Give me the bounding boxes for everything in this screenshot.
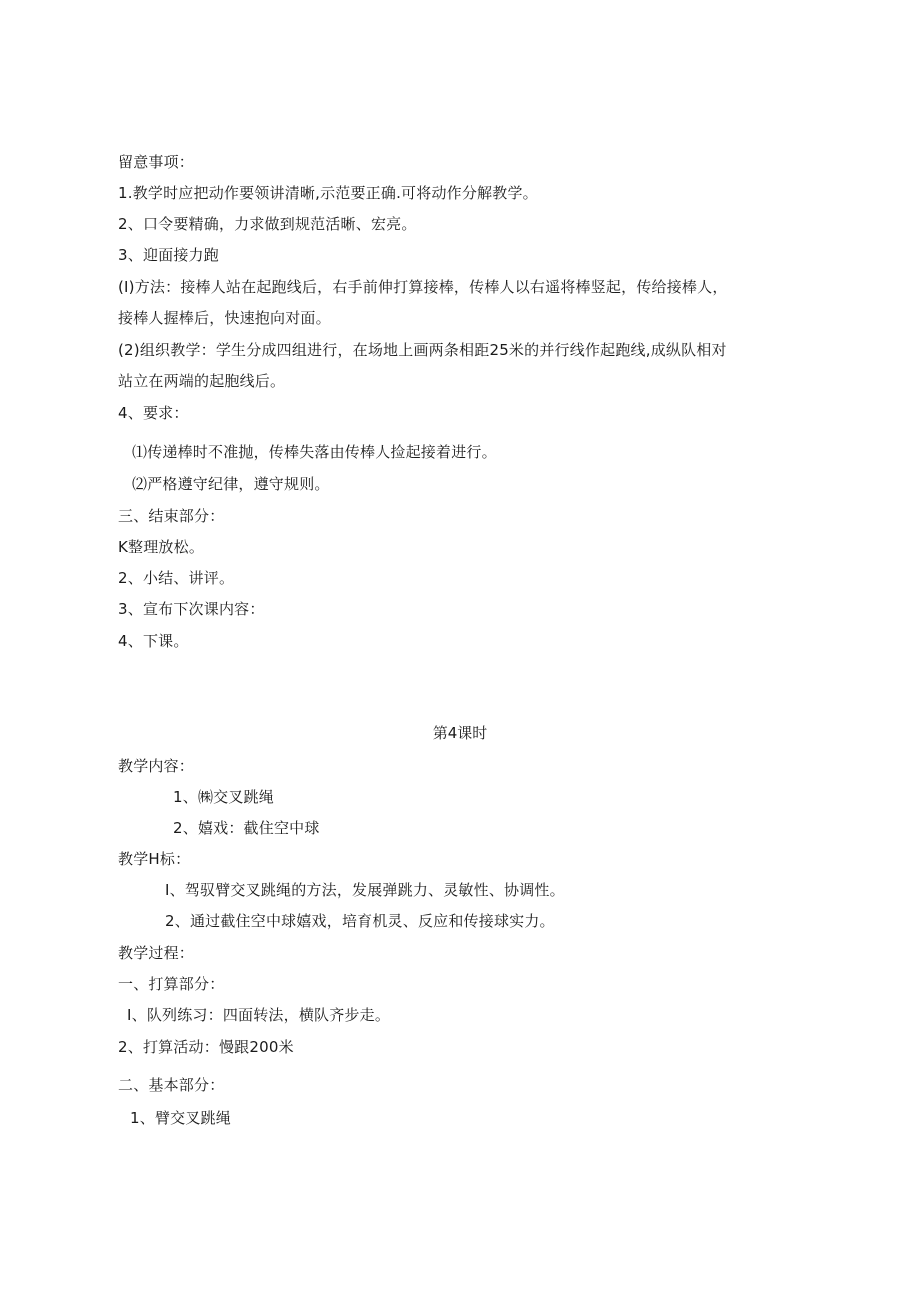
goal-item-2: 2、通过截住空中球嬉戏，培育机灵、反应和传接球实力。 xyxy=(165,912,555,930)
ending-item-3: 3、宣布下次课内容： xyxy=(118,600,265,618)
prep-item-2: 2、打算活动：慢跟200米 xyxy=(118,1038,294,1056)
goal-item-1: I、驾驭臂交叉跳绳的方法，发展弹跳力、灵敏性、协调性。 xyxy=(165,881,565,899)
organization-line-2: 站立在两端的起胞线后。 xyxy=(118,372,286,390)
content-item-1: 1、㈱交叉跳绳 xyxy=(173,788,274,806)
content-item-2: 2、嬉戏：截住空中球 xyxy=(173,819,320,837)
method-line-1: (I)方法：接棒人站在起跑线后，右手前伸打算接棒，传棒人以右遥将棒竖起，传给接棒人， xyxy=(118,278,728,296)
ending-item-1: K整理放松。 xyxy=(118,538,205,556)
note-item-2: 2、口令要精确，力求做到规范活晰、宏亮。 xyxy=(118,215,417,233)
process-heading: 教学过程： xyxy=(118,944,195,962)
organization-line-1: (2)组织教学：学生分成四组进行，在场地上画两条相距25米的并行线作起跑线,成纵队相对 xyxy=(118,341,727,359)
requirement-2: ⑵严格遵守纪律，遵守规则。 xyxy=(132,475,330,493)
prep-item-1: I、队列练习：四面转法，横队齐步走。 xyxy=(127,1006,391,1024)
prep-heading: 一、打算部分： xyxy=(118,975,225,993)
note-item-4: 4、要求： xyxy=(118,404,189,422)
note-item-3: 3、迎面接力跑 xyxy=(118,246,219,264)
basic-item-1: 1、臂交叉跳绳 xyxy=(130,1109,231,1127)
method-line-2: 接棒人握棒后，快速抱向对面。 xyxy=(118,309,331,327)
goal-heading: 教学H标： xyxy=(118,850,191,868)
notes-heading: 留意事项： xyxy=(118,153,195,171)
content-heading: 教学内容： xyxy=(118,757,195,775)
lesson-title: 第4课时 xyxy=(432,724,488,742)
note-item-1: 1.教学时应把动作要领讲清晰,示范要正确.可将动作分解教学。 xyxy=(118,184,538,202)
ending-item-4: 4、下课。 xyxy=(118,632,189,650)
basic-heading: 二、基本部分： xyxy=(118,1076,225,1094)
requirement-1: ⑴传递棒时不准抛，传棒失落由传棒人捡起接着进行。 xyxy=(132,443,497,461)
ending-heading: 三、结束部分： xyxy=(118,507,225,525)
ending-item-2: 2、小结、讲评。 xyxy=(118,569,235,587)
